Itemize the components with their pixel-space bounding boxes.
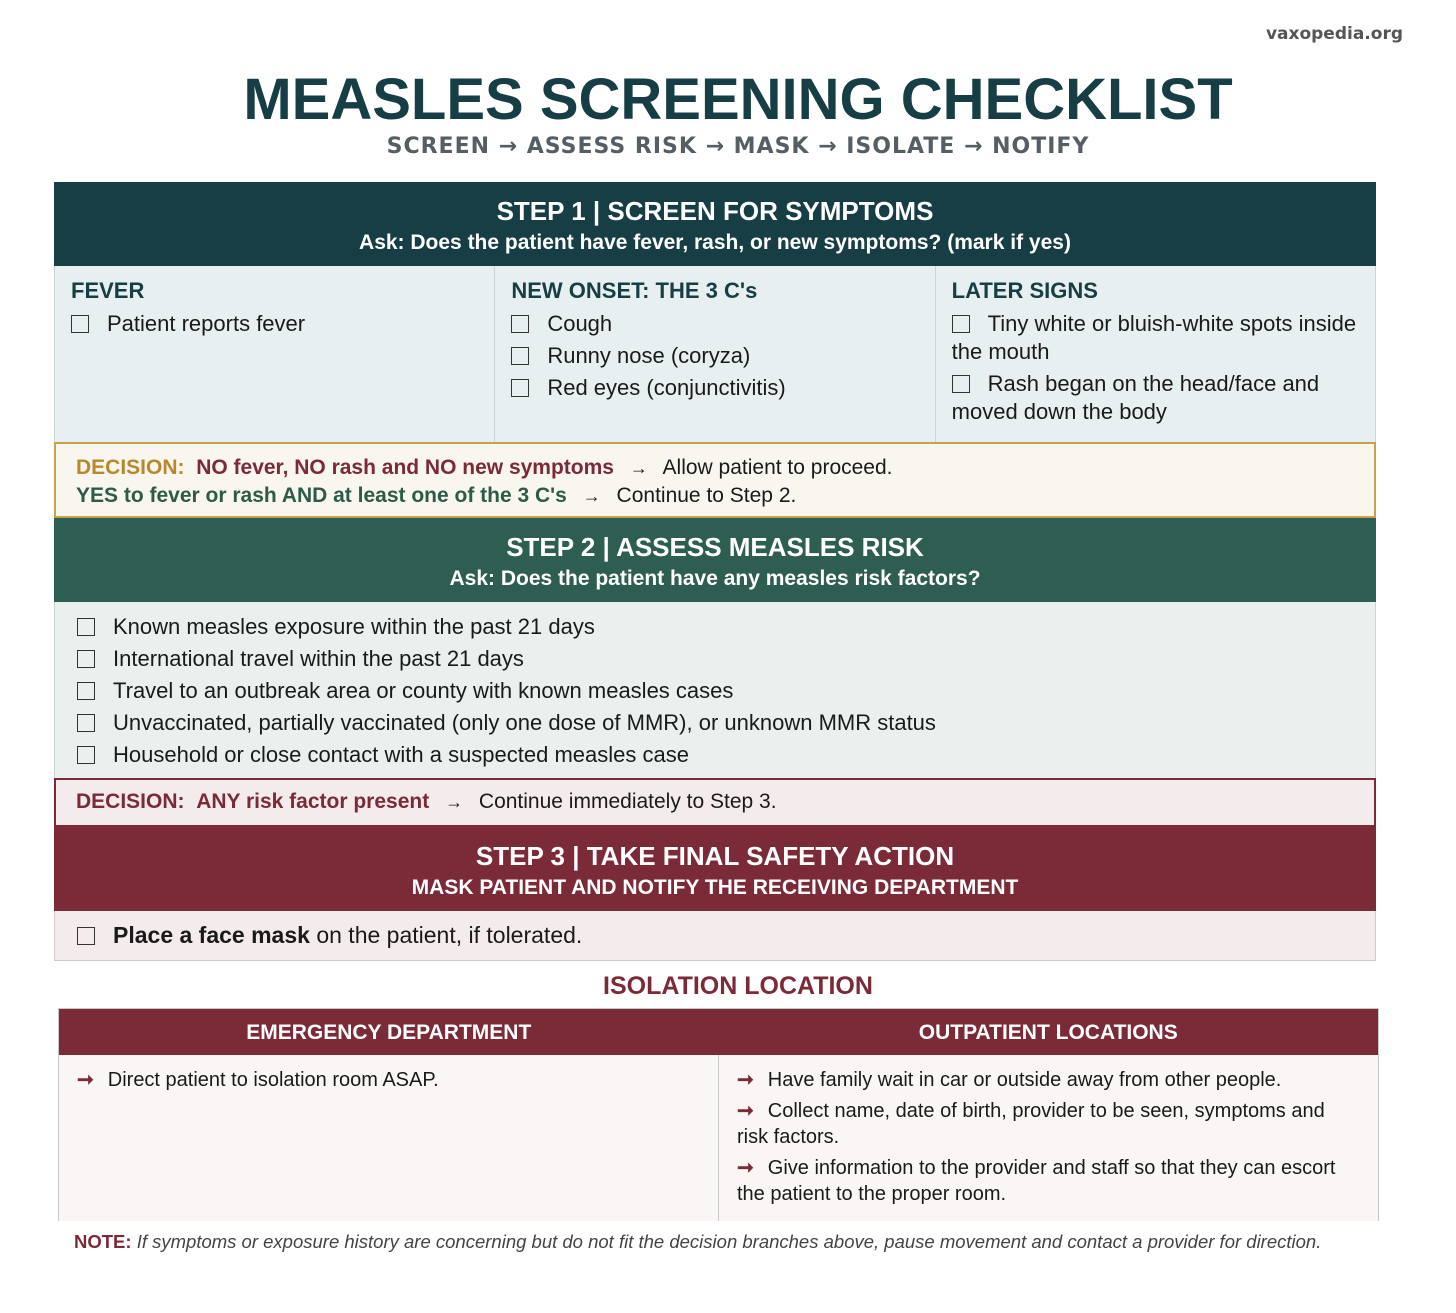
decision-box-1 [54,442,1376,518]
note-label: NOTE: [74,1231,132,1252]
note-text: If symptoms or exposure history are concerning but do not fit the decision branches above, pause movement and contact a provider for direction. [131,1231,1322,1252]
checklist-item[interactable]: Patient reports fever [71,310,478,338]
isolation-table-header [59,1009,1378,1055]
column-title: LATER SIGNS [951,278,1098,303]
ed-cell [59,1055,719,1221]
ed-header: EMERGENCY DEPARTMENT [246,1021,532,1044]
arrow-icon: ➞ [737,1100,754,1122]
checklist-item[interactable]: Known measles exposure within the past 21 days [77,612,1353,642]
decision-box-2 [54,778,1376,827]
list-item: ➞ Have family wait in car or outside away from other people. [737,1069,1282,1091]
workflow-subtitle: SCREEN → ASSESS RISK → MASK → ISOLATE → NOTIFY [386,134,1090,159]
checkbox-icon[interactable] [77,927,95,945]
checkbox-icon[interactable] [77,682,95,700]
step2-header [54,518,1376,602]
page-title: MEASLES SCREENING CHECKLIST [243,67,1233,132]
isolation-table [58,1008,1379,1221]
step3-header [54,827,1376,911]
checkbox-icon[interactable] [952,375,970,393]
decision-no-condition: NO fever, NO rash and NO new symptoms [196,456,614,479]
decision-action: Continue immediately to Step 3. [478,790,777,813]
site-url: vaxopedia.org [1265,24,1403,44]
step1-symptoms-panel [54,266,1376,443]
step3-action-panel [54,911,1376,961]
step1-header [54,182,1376,266]
checklist-item[interactable]: Red eyes (conjunctivitis) [511,374,918,402]
step2-title: STEP 2 | ASSESS MEASLES RISK [506,532,924,562]
checklist-item[interactable]: Rash began on the head/face and moved down the body [951,371,1320,424]
decision-no-action: Allow patient to proceed. [662,456,893,479]
arrow-icon: ➞ [737,1069,754,1091]
checkbox-icon[interactable] [77,650,95,668]
arrow-icon: ➞ [737,1157,754,1179]
list-item: ➞ Direct patient to isolation room ASAP. [77,1069,439,1091]
decision-label: DECISION: [76,456,185,479]
list-item: ➞ Give information to the provider and staff so that they can escort the patient to the proper room. [737,1157,1336,1205]
checklist-item[interactable]: Household or close contact with a suspected measles case [77,740,1353,770]
step2-subtitle: Ask: Does the patient have any measles risk factors? [449,567,981,590]
checklist-item[interactable]: Cough [511,310,918,338]
checkbox-icon[interactable] [77,714,95,732]
step2-risk-panel [54,602,1376,778]
list-item: ➞ Collect name, date of birth, provider to be seen, symptoms and risk factors. [737,1100,1325,1148]
checkbox-icon[interactable] [511,315,529,333]
checkbox-icon[interactable] [71,315,89,333]
checklist-item[interactable]: Travel to an outbreak area or county with known measles cases [77,676,1353,706]
decision-yes-action: Continue to Step 2. [616,484,797,507]
checklist-item[interactable]: Tiny white or bluish-white spots inside the mouth [951,311,1357,364]
arrow-icon: → [445,792,464,812]
mask-instruction-bold: Place a face mask [113,922,310,948]
checklist-item[interactable]: Place a face mask on the patient, if tolerated. [77,921,1353,949]
later-signs-column [936,266,1375,443]
footer-note [74,1231,1321,1253]
outpatient-header: OUTPATIENT LOCATIONS [918,1021,1178,1044]
checkbox-icon[interactable] [77,746,95,764]
fever-column [55,266,495,443]
column-title: FEVER [71,278,145,303]
checkbox-icon[interactable] [952,315,970,333]
checkbox-icon[interactable] [77,618,95,636]
checklist-item[interactable]: International travel within the past 21 days [77,644,1353,674]
isolation-title: ISOLATION LOCATION [603,972,873,1000]
checklist-item[interactable]: Runny nose (coryza) [511,342,918,370]
step3-title: STEP 3 | TAKE FINAL SAFETY ACTION [475,841,955,871]
step1-subtitle: Ask: Does the patient have fever, rash, or new symptoms? (mark if yes) [359,231,1071,254]
isolation-table-body [59,1055,1378,1221]
arrow-icon: ➞ [77,1069,94,1091]
checklist-item[interactable]: Unvaccinated, partially vaccinated (only one dose of MMR), or unknown MMR status [77,708,1353,738]
arrow-icon: → [582,486,601,506]
outpatient-cell [719,1055,1378,1221]
decision-yes-condition: YES to fever or rash AND at least one of the 3 C's [76,484,567,507]
step3-subtitle: MASK PATIENT AND NOTIFY THE RECEIVING DEPARTMENT [411,876,1019,899]
decision-label: DECISION: [76,790,185,813]
decision-condition: ANY risk factor present [196,790,430,813]
step1-title: STEP 1 | SCREEN FOR SYMPTOMS [496,196,934,226]
column-title: NEW ONSET: THE 3 C's [511,278,758,303]
arrow-icon: → [629,458,648,478]
checkbox-icon[interactable] [511,379,529,397]
three-cs-column [495,266,935,443]
checkbox-icon[interactable] [511,347,529,365]
